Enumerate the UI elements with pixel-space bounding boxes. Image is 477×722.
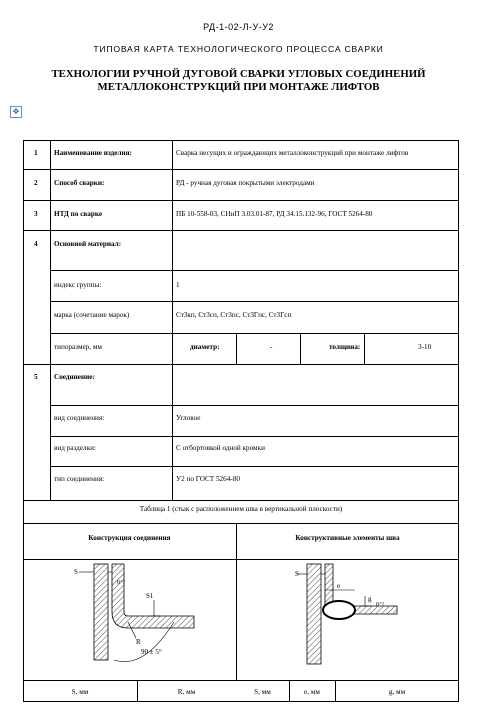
diagram-right-gap-label: 0⁺² [376, 602, 384, 608]
groove-label: вид разделки: [54, 444, 96, 452]
grade-label: марка (сочетание марок) [54, 311, 130, 319]
diagram-gap-label: 0⁺² [117, 580, 125, 586]
diagram-s-label: S [74, 568, 78, 576]
row-1-label: Наименование изделия: [54, 149, 132, 157]
diagram-right-s-label: S [295, 570, 299, 578]
diagram-s1-label: S1 [146, 592, 154, 600]
row-3-label: НТД по сварке [54, 210, 103, 218]
joint-type-value: Угловое [176, 414, 201, 422]
connection-type-value: У2 по ГОСТ 5264-80 [176, 475, 240, 483]
row-5-label: Соединение: [54, 373, 95, 381]
document-title-line-1: ТЕХНОЛОГИИ РУЧНОЙ ДУГОВОЙ СВАРКИ УГЛОВЫХ СОЕДИНЕНИЙ [51, 68, 426, 80]
table1-left-header: Конструкция соединения [88, 534, 171, 542]
diameter-value: - [270, 343, 273, 351]
row-4-number: 4 [34, 240, 38, 248]
row-1-value: Сварка несущих и ограждающих металлоконструкций при монтаже лифтов [176, 149, 409, 157]
table-move-handle-icon[interactable]: ✥ [10, 106, 22, 118]
diagram-angle-label: 90 ± 5° [141, 648, 162, 656]
table1-caption: Таблица 1 (стык с расположением шва в вертикальной плоскости) [139, 505, 343, 513]
size-label: типоразмер, мм [54, 343, 102, 351]
thickness-label: толщина: [329, 343, 361, 351]
groove-value: С отбортовкой одной кромки [176, 444, 265, 452]
row-3-value: ПБ 10-558-03, СНиП 3.03.01-87, РД 34.15.132-96, ГОСТ 5264-80 [176, 210, 373, 218]
joint-construction-diagram [24, 560, 235, 679]
diameter-label: диаметр: [190, 343, 220, 351]
diagram-e-label: e [337, 582, 341, 590]
connection-type-label: тип соединения: [54, 475, 105, 483]
diagram-r-label: R [136, 638, 141, 646]
table1-right-header: Конструктивные элементы шва [295, 534, 400, 542]
grade-value: Ст3кп, Ст3сп, Ст3пс, Ст3Гпс, Ст3Гсп [176, 311, 292, 319]
diagram-g-label: g [368, 595, 372, 603]
footer-g: g, мм [388, 688, 406, 696]
document-subtitle: ТИПОВАЯ КАРТА ТЕХНОЛОГИЧЕСКОГО ПРОЦЕССА СВАРКИ [93, 44, 384, 54]
footer-r: R, мм [177, 688, 196, 696]
document-code: РД-1-02-Л-У-У2 [203, 22, 274, 32]
footer-s-left: S, мм [71, 688, 89, 696]
footer-s-right: S, мм [254, 688, 271, 696]
row-1-number: 1 [34, 149, 38, 157]
group-index-label: индекс группы: [54, 281, 102, 289]
row-2-number: 2 [34, 179, 38, 187]
row-2-label: Способ сварки: [54, 179, 105, 187]
row-2-value: РД - ручная дуговая покрытыми электродами [176, 179, 315, 187]
thickness-value: 3-10 [418, 343, 432, 351]
group-index-value: 1 [176, 281, 180, 289]
row-5-number: 5 [34, 373, 38, 381]
row-4-label: Основной материал: [54, 240, 122, 248]
document-title-line-2: МЕТАЛЛОКОНСТРУКЦИЙ ПРИ МОНТАЖЕ ЛИФТОВ [97, 81, 380, 93]
weld-elements-diagram [237, 560, 458, 679]
joint-type-label: вид соединения: [54, 414, 105, 422]
footer-e: e, мм [304, 688, 320, 696]
row-3-number: 3 [34, 210, 38, 218]
